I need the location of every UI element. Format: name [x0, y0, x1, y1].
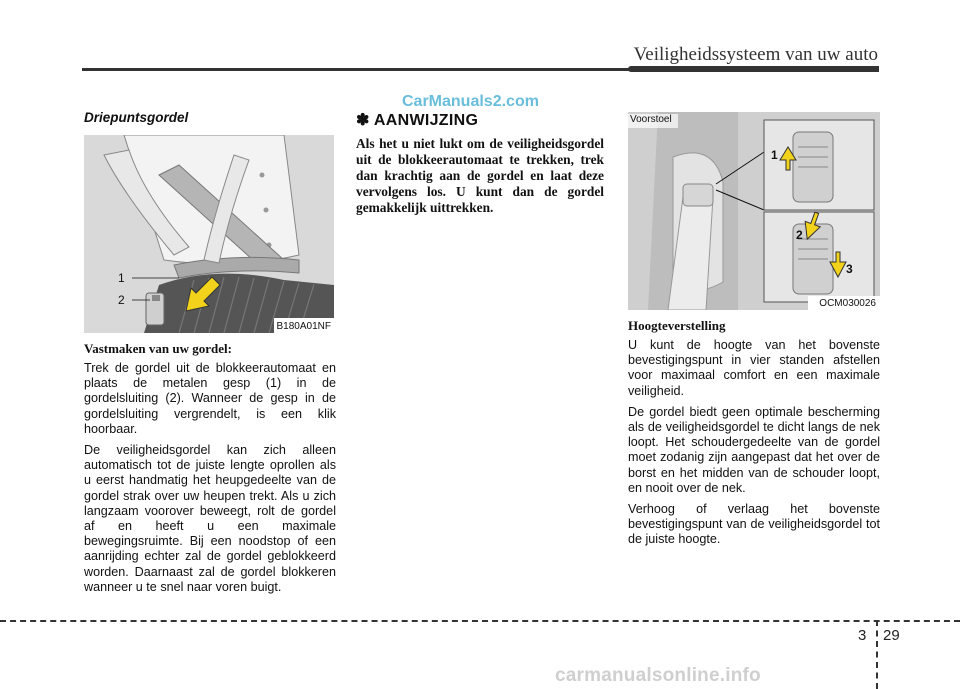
- right-column: [628, 112, 880, 554]
- page-number: 29: [883, 627, 900, 644]
- height-adjuster-illustration: [628, 112, 880, 310]
- figure-label: Voorstoel: [630, 114, 672, 125]
- footer-rule: [0, 620, 960, 622]
- height-adjuster-drawing: [628, 112, 880, 310]
- paragraph: Trek de gordel uit de blokkeerautomaat en plaats de metalen gesp (1) in de gordelsluiting (2). Wanneer de gesp in de gordelsluiting vergrendelt, is een klik hoorbaar.: [84, 361, 336, 436]
- asterisk-icon: ✽: [356, 112, 370, 129]
- paragraph: De veiligheidsgordel kan zich alleen automatisch tot de juiste lengte oprollen als u eerst handmatig het heupgedeelte van de gordel strak over uw heupen trekt. Als u zich langzaam voorover beweegt, rolt de gordel af en heeft u een maximale bewegingsruimte. Bij een noodstop of een aanrijding echter zal de gordel geblokkeerd worden. Daarnaast zal de gordel blokkeren wanneer u te snel naar voren buigt.: [84, 443, 336, 594]
- paragraph: U kunt de hoogte van het bovenste bevestigingspunt in vier standen afstellen voor maximaal comfort en een maximale veiligheid.: [628, 338, 880, 398]
- paragraph: Verhoog of verlaag het bovenste bevestigingspunt van de veiligheidsgordel tot de juiste hoogte.: [628, 502, 880, 547]
- figure-code: OCM030026: [816, 298, 879, 309]
- section-subtitle: Driepuntsgordel: [84, 110, 189, 125]
- callout-2: 2: [796, 228, 803, 242]
- figure-code: B180A01NF: [274, 321, 334, 332]
- footer-divider: [876, 620, 878, 689]
- section-heading: Hoogteverstelling: [628, 318, 726, 333]
- note-title: [356, 110, 604, 130]
- callout-1: 1: [771, 148, 778, 162]
- callout-3: 3: [846, 262, 853, 276]
- callout-2: 2: [118, 293, 125, 307]
- section-heading: Vastmaken van uw gordel:: [84, 341, 232, 356]
- running-header: Veiligheidssysteem van uw auto: [633, 44, 878, 65]
- note-text: Als het u niet lukt om de veiligheidsgordel uit de blokkeerautomaat te trekken, trek dan krachtig aan de gordel en laat deze vervolgens los. U kunt dan de gordel gemakkelijk uittrekken.: [356, 136, 604, 215]
- callout-1: 1: [118, 271, 125, 285]
- middle-column: [356, 110, 604, 216]
- note-title-text: AANWIJZING: [373, 112, 479, 129]
- watermark: CarManuals2.com: [402, 93, 539, 110]
- left-column: [84, 110, 336, 601]
- paragraph: De gordel biedt geen optimale bescherming als de veiligheidsgordel te dicht langs de nek loopt. Het schoudergedeelte van de gordel moet zodanig zijn aangepast dat het over de borst en het midden van de schouder loopt, en nooit over de nek.: [628, 404, 880, 495]
- header-rule-accent: [628, 66, 879, 72]
- seatbelt-fastening-illustration: [84, 135, 334, 333]
- chapter-number: 3: [858, 627, 867, 644]
- site-watermark: carmanualsonline.info: [555, 665, 761, 686]
